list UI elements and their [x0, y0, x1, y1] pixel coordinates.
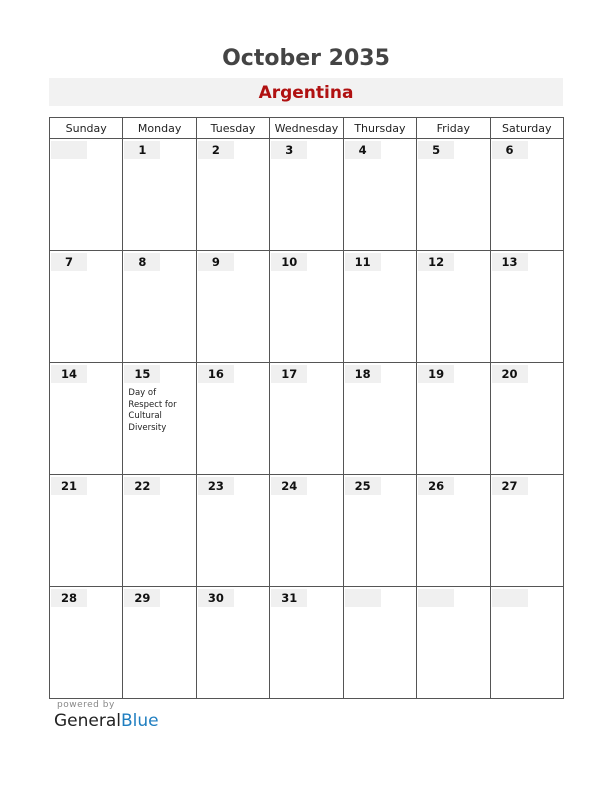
- day-number: 24: [271, 477, 307, 495]
- day-cell[interactable]: [196, 251, 269, 363]
- day-number: 15: [124, 365, 160, 383]
- day-number: 14: [51, 365, 87, 383]
- day-cell[interactable]: [343, 251, 416, 363]
- day-cell[interactable]: [123, 587, 196, 699]
- day-number: 30: [198, 589, 234, 607]
- day-number: 20: [492, 365, 528, 383]
- day-cell[interactable]: [50, 363, 123, 475]
- day-number: 21: [51, 477, 87, 495]
- day-cell[interactable]: [50, 139, 123, 251]
- day-number: 26: [418, 477, 454, 495]
- day-number: 16: [198, 365, 234, 383]
- brand-blue: Blue: [121, 711, 159, 731]
- day-cell[interactable]: [196, 139, 269, 251]
- weekday-sunday: Sunday: [50, 118, 123, 139]
- day-number: 28: [51, 589, 87, 607]
- week-row: [50, 475, 564, 587]
- day-cell[interactable]: [270, 139, 343, 251]
- day-number: 12: [418, 253, 454, 271]
- day-number: 6: [492, 141, 528, 159]
- day-number: 23: [198, 477, 234, 495]
- day-number: 2: [198, 141, 234, 159]
- week-row: [50, 363, 564, 475]
- day-number: [345, 589, 381, 607]
- day-number: 27: [492, 477, 528, 495]
- day-cell[interactable]: [270, 587, 343, 699]
- day-cell[interactable]: [123, 475, 196, 587]
- week-row: [50, 251, 564, 363]
- day-cell[interactable]: [343, 139, 416, 251]
- day-number: 10: [271, 253, 307, 271]
- weekday-tuesday: Tuesday: [196, 118, 269, 139]
- day-cell[interactable]: [196, 475, 269, 587]
- day-cell[interactable]: [490, 475, 563, 587]
- day-cell[interactable]: [417, 587, 490, 699]
- day-cell[interactable]: [417, 475, 490, 587]
- day-number: 18: [345, 365, 381, 383]
- country-name: Argentina: [258, 83, 354, 103]
- day-cell[interactable]: [343, 363, 416, 475]
- day-cell[interactable]: [196, 587, 269, 699]
- day-cell[interactable]: [196, 363, 269, 475]
- day-number: 22: [124, 477, 160, 495]
- day-number: 17: [271, 365, 307, 383]
- country-band: [49, 78, 563, 106]
- weekday-wednesday: Wednesday: [270, 118, 343, 139]
- weekday-friday: Friday: [417, 118, 490, 139]
- day-number: 4: [345, 141, 381, 159]
- day-cell[interactable]: [490, 251, 563, 363]
- day-number: 31: [271, 589, 307, 607]
- day-cell[interactable]: [343, 475, 416, 587]
- day-number: [51, 141, 87, 159]
- day-number: 3: [271, 141, 307, 159]
- day-number: 13: [492, 253, 528, 271]
- week-row: [50, 587, 564, 699]
- holiday-label: Day of Respect for Cultural Diversity: [128, 388, 177, 433]
- day-cell[interactable]: [270, 475, 343, 587]
- weekday-saturday: Saturday: [490, 118, 563, 139]
- day-cell[interactable]: [490, 139, 563, 251]
- day-cell[interactable]: [490, 587, 563, 699]
- brand-general: General: [54, 711, 121, 731]
- day-number: 8: [124, 253, 160, 271]
- calendar-grid: [49, 117, 564, 699]
- day-cell[interactable]: [417, 363, 490, 475]
- weekday-thursday: Thursday: [343, 118, 416, 139]
- day-cell[interactable]: [123, 363, 196, 475]
- day-number: 19: [418, 365, 454, 383]
- powered-by-label: powered by: [57, 700, 115, 710]
- day-cell[interactable]: [123, 139, 196, 251]
- day-number: 7: [51, 253, 87, 271]
- day-number: 9: [198, 253, 234, 271]
- day-cell[interactable]: [343, 587, 416, 699]
- day-cell[interactable]: [490, 363, 563, 475]
- week-row: [50, 139, 564, 251]
- day-number: [418, 589, 454, 607]
- day-number: 11: [345, 253, 381, 271]
- day-cell[interactable]: [270, 251, 343, 363]
- day-number: 25: [345, 477, 381, 495]
- day-cell[interactable]: [123, 251, 196, 363]
- day-number: 5: [418, 141, 454, 159]
- month-title: October 2035: [222, 46, 390, 71]
- day-cell[interactable]: [50, 251, 123, 363]
- day-number: 29: [124, 589, 160, 607]
- day-cell[interactable]: [417, 139, 490, 251]
- day-cell[interactable]: [50, 587, 123, 699]
- day-cell[interactable]: [50, 475, 123, 587]
- day-cell[interactable]: [270, 363, 343, 475]
- weekday-monday: Monday: [123, 118, 196, 139]
- day-cell[interactable]: [417, 251, 490, 363]
- day-number: 1: [124, 141, 160, 159]
- day-number: [492, 589, 528, 607]
- weekday-header-row: [50, 118, 564, 139]
- brand-logo[interactable]: [54, 711, 159, 731]
